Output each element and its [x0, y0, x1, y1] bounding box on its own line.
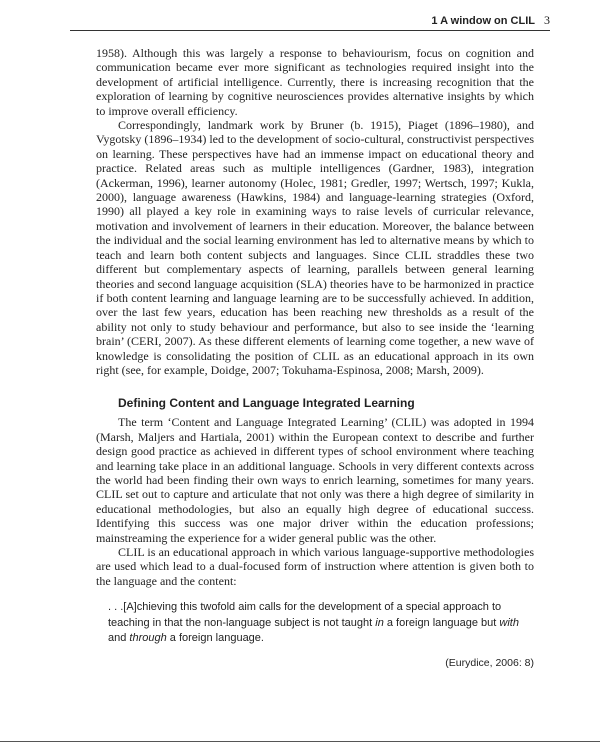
quote-emphasis: in: [375, 616, 384, 629]
page-number: 3: [544, 13, 550, 27]
paragraph: The term ‘Content and Language Integrated Learning’ (CLIL) was adopted in 1994 (Marsh, Maljers and Hartiala, 2001) within the European context to describe and further design good practice as achieved in different types of school environment where teaching and learning take place in an additional language. Schools in very different contexts across the world had been finding their own ways to enrich learning, sometimes for many years. CLIL set out to capture and articulate that not only was there a high degree of similarity in educational methodologies, but also an equally high degree of educational success. Identifying this success was one major driver within the education professions; mainstreaming the experience for a wider general public was the other.: [96, 415, 534, 545]
footer-divider: [0, 741, 600, 742]
quote-text: and: [108, 632, 130, 645]
quote-text: a foreign language but: [383, 616, 500, 629]
running-header: [70, 12, 550, 31]
paragraph: Correspondingly, landmark work by Bruner (b. 1915), Piaget (1896–1980), and Vygotsky (1896–1934) led to the development of socio-cultural, constructivist perspectives on learning. These perspectives have had an immense impact on educational theory and practice. Related areas such as multiple intelligences (Gardner, 1983), integration (Ackerman, 1996), learner autonomy (Holec, 1981; Gredler, 1997; Wertsch, 1997; Kukla, 2000), language awareness (Hawkins, 1984) and language-learning strategies (Oxford, 1990) all played a key role in examining ways to raise levels of curricular relevance, motivation and involvement of learners in their education. Moreover, the balance between the individual and the social learning environment has led to alternative means by which to teach and learn both content subjects and languages. Since CLIL straddles these two different but complementary aspects of learning, parallels between general learning theories and second language acquisition (SLA) theories have to be harmonized in practice if both content learning and language learning are to be successfully achieved. In addition, over the last few years, education has been reaching new thresholds as a result of the ability not only to study behaviour and performance, but also to see inside the ‘learning brain’ (CERI, 2007). As these different elements of learning come together, a new wave of knowledge is consolidating the position of CLIL as an educational approach in its own right (see, for example, Doidge, 2007; Tokuhama-Espinosa, 2008; Marsh, 2009).: [96, 118, 534, 377]
quote-text: . . .[A]chieving this twofold aim calls for the development of a special approach to teaching in that the non-language subject is not taught: [108, 601, 502, 629]
quote-emphasis: through: [129, 632, 167, 645]
section-heading: Defining Content and Language Integrated Learning: [118, 396, 415, 411]
paragraph: CLIL is an educational approach in which various language-supportive methodologies are used which lead to a dual-focused form of instruction where attention is given both to the language and the content:: [96, 545, 534, 588]
quote-emphasis: with: [499, 616, 519, 629]
chapter-title: 1 A window on CLIL: [431, 15, 535, 27]
paragraph: 1958). Although this was largely a response to behaviourism, focus on cognition and communication became ever more significant as technologies required insight into the development of artificial intelligence. Currently, there is increasing recognition that the exploration of learning by cognitive neurosciences provides alternative insights by which to improve overall efficiency.: [96, 46, 534, 118]
block-quote: [108, 600, 534, 671]
quote-text: a foreign language.: [166, 632, 264, 645]
body-text: [96, 46, 534, 671]
quote-citation: (Eurydice, 2006: 8): [445, 656, 534, 669]
